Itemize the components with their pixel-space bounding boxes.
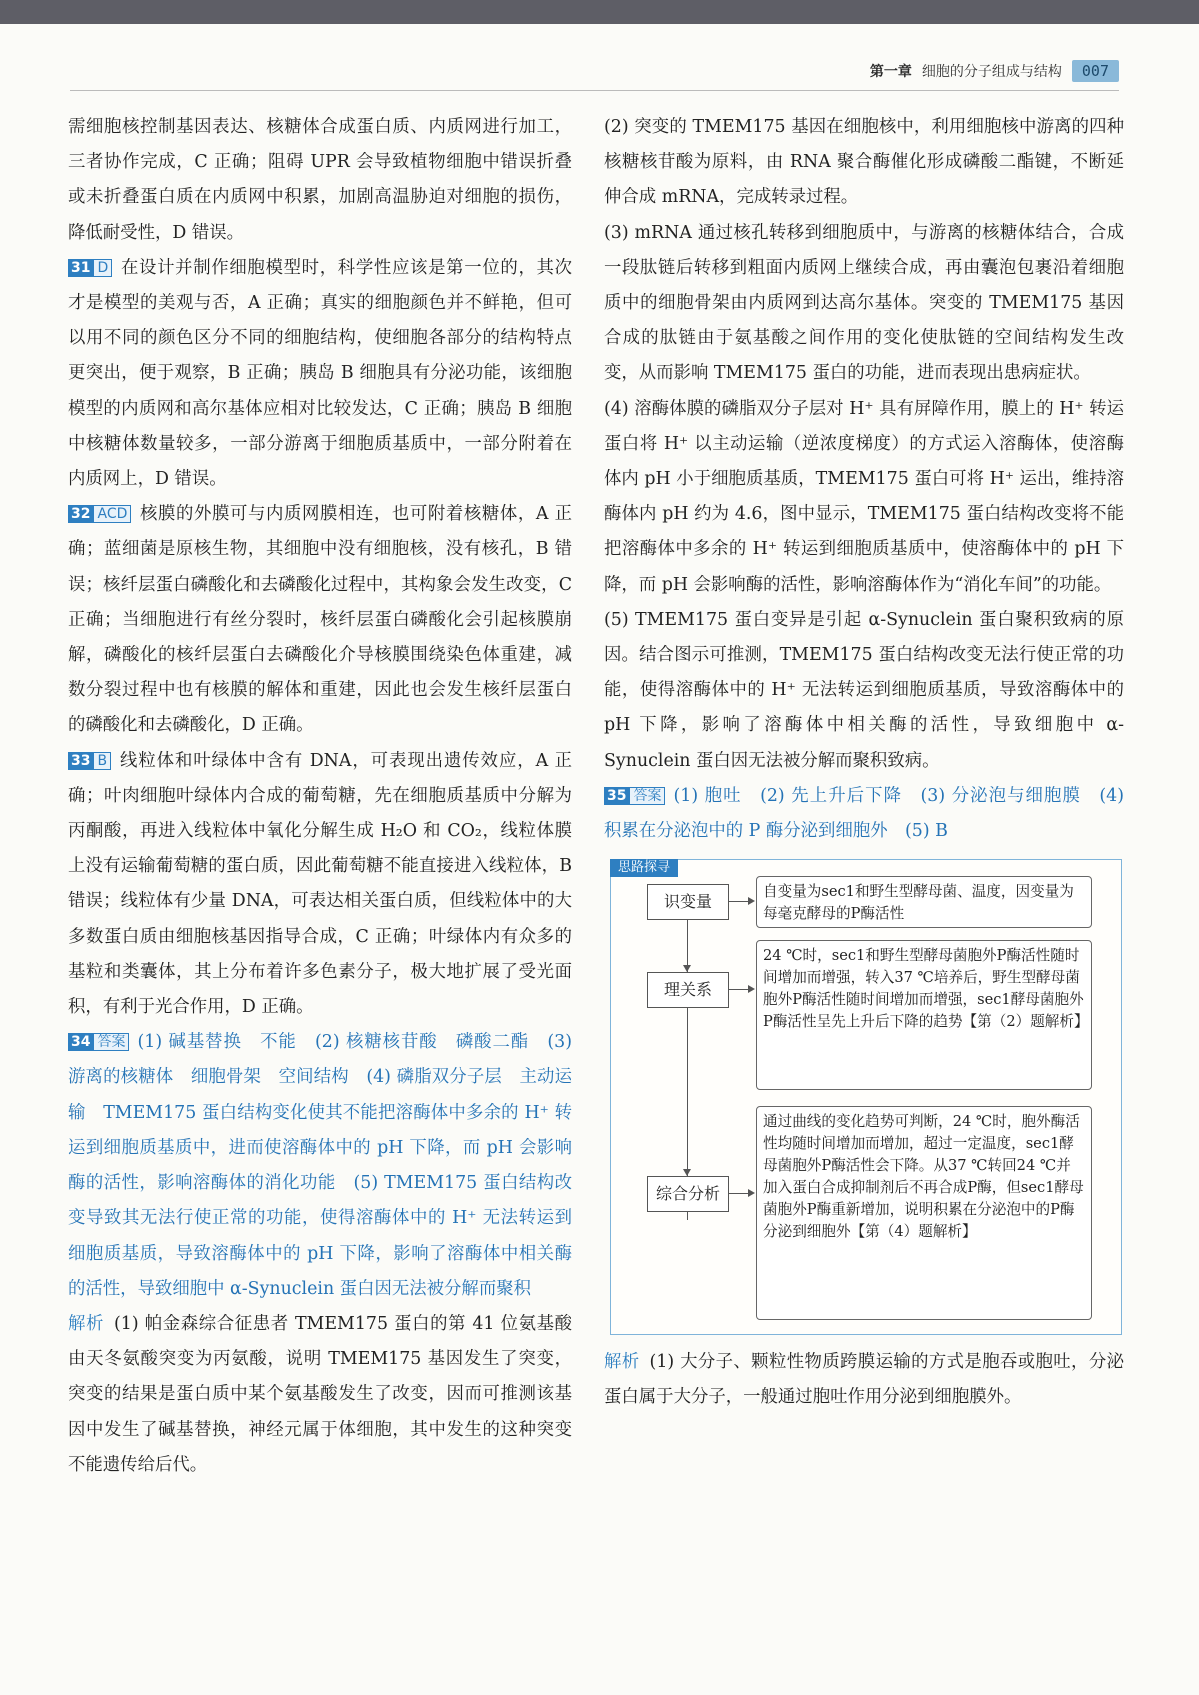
thinking-diagram — [610, 859, 1122, 1335]
analysis-label: 解析 — [604, 1352, 640, 1373]
header-divider — [70, 90, 1119, 91]
arrow-right-icon — [748, 897, 755, 905]
arrow-right-icon — [748, 985, 755, 993]
connector-line — [728, 901, 749, 902]
node-comprehensive-analysis: 综合分析 — [647, 1176, 729, 1212]
question-35 — [604, 779, 1124, 849]
question-tag: 31 D — [68, 259, 112, 277]
top-bar — [0, 0, 1199, 24]
diagram-title: 思路探寻 — [610, 859, 678, 877]
analysis-34: 解析 (1) 帕金森综合征患者 TMEM175 蛋白的第 41 位氨基酸由天冬氨酸突变为丙氨酸，说明 TMEM175 基因发生了突变，突变的结果是蛋白质中某个氨基酸发生了改变，因而可推测该基因中发生了碱基替换，神经元属于体细胞，其中发生的这种突变不能遗传给后代。 — [68, 1313, 572, 1475]
question-32: 32 ACD 核膜的外膜可与内质网膜相连，也可附着核糖体，A 正确；蓝细菌是原核生物，其细胞中没有细胞核，没有核孔，B 错误；核纤层蛋白磷酸化和去磷酸化过程中，其构象会发生改变，C 正确；当细胞进行有丝分裂时，核纤层蛋白磷酸化会引起核膜崩解，磷酸化的核纤层蛋白去磷酸化介导核膜围绕染色体重建，减数分裂过程中也有核膜的解体和重建，因此也会发生核纤层蛋白的磷酸化和去磷酸化，D 正确。 — [68, 504, 572, 736]
answer-text: (1) 胞吐 (2) 先上升后下降 (3) 分泌泡与细胞膜 (4) 积累在分泌泡中的 P 酶分泌到细胞外 (5) B — [604, 785, 1124, 842]
arrow-right-icon — [748, 1189, 755, 1197]
paragraph: 需细胞核控制基因表达、核糖体合成蛋白质、内质网进行加工，三者协作完成，C 正确；阻碍 UPR 会导致植物细胞中错误折叠或未折叠蛋白质在内质网中积累，加剧高温胁迫对细胞的损伤，降低耐受性，D 错误。 — [68, 117, 572, 243]
connector-line — [728, 1193, 749, 1194]
paragraph-3: (3) mRNA 通过核孔转移到细胞质中，与游离的核糖体结合，合成一段肽链后转移到粗面内质网上继续合成，再由囊泡包裹沿着细胞质中的细胞骨架由内质网到达高尔基体。突变的 TMEM175 基因合成的肽链由于氨基酸之间作用的变化使肽链的空间结构发生改变，从而影响 TMEM175 蛋白的功能，进而表现出患病症状。 — [604, 222, 1124, 384]
connector-line — [728, 989, 749, 990]
answer-text: (1) 碱基替换 不能 (2) 核糖核苷酸 磷酸二酯 (3) 游离的核糖体 细胞骨架 空间结构 (4) 磷脂双分子层 主动运输 TMEM175 蛋白结构变化使其不能把溶酶体中多余的 H⁺ 转运到细胞质基质中，进而使溶酶体中的 pH 下降，而 pH 会影响酶的活性，影响溶酶体的消化功能 (5) TMEM175 蛋白结构改变导致其无法行使正常的功能，使得溶酶体中的 H⁺ 无法转运到细胞质基质，导致溶酶体中的 pH 下降，影响了溶酶体中相关酶的活性，导致细胞中 α-Synuclein 蛋白因无法被分解而聚积 — [68, 1032, 572, 1299]
question-tag: 35 答案 — [604, 787, 665, 805]
question-tag: 33 B — [68, 752, 111, 770]
arrow-down-icon — [683, 1169, 691, 1176]
question-31: 31 D 在设计并制作细胞模型时，科学性应该是第一位的，其次才是模型的美观与否，A 正确；真实的细胞颜色并不鲜艳，但可以用不同的颜色区分不同的细胞结构，使细胞各部分的结构特点更突出，便于观察，B 正确；胰岛 B 细胞具有分泌功能，该细胞模型的内质网和高尔基体应相对比较发达，C 正确；胰岛 B 细胞中核糖体数量较多，一部分游离于细胞质基质中，一部分附着在内质网上，D 错误。 — [68, 257, 572, 490]
arrow-down-icon — [683, 965, 691, 972]
question-tag: 34 答案 — [68, 1033, 129, 1051]
box-relationship: 24 ℃时，sec1和野生型酵母菌胞外P酶活性随时间增加而增强，转入37 ℃培养后，野生型酵母菌胞外P酶活性随时间增加而增强，sec1酵母菌胞外P酶活性呈先上升后下降的趋势【第（2）题解析】 — [756, 940, 1092, 1090]
right-column — [604, 110, 1124, 1416]
node-relationship: 理关系 — [647, 972, 729, 1008]
paragraph-5: (5) TMEM175 蛋白变异是引起 α-Synuclein 蛋白聚积致病的原因。结合图示可推测，TMEM175 蛋白结构改变无法行使正常的功能，使得溶酶体中的 H⁺ 无法转运到细胞质基质，导致溶酶体中的 pH 下降，影响了溶酶体中相关酶的活性，导致细胞中 α-Synuclein 蛋白因无法被分解而聚积致病。 — [604, 609, 1124, 771]
question-33: 33 B 线粒体和叶绿体中含有 DNA，可表现出遗传效应，A 正确；叶肉细胞叶绿体内合成的葡萄糖，先在细胞质基质中分解为丙酮酸，再进入线粒体中氧化分解生成 H₂O 和 CO₂，线粒体膜上没有运输葡萄糖的蛋白质，因此葡萄糖不能直接进入线粒体，B 错误；线粒体有少量 DNA，可表达相关蛋白质，但线粒体中的大多数蛋白质由细胞核基因指导合成，C 正确；叶绿体内有众多的基粒和类囊体，其上分布着许多色素分子，极大地扩展了受光面积，有利于光合作用，D 正确。 — [68, 750, 572, 1018]
paragraph-2: (2) 突变的 TMEM175 基因在细胞核中，利用细胞核中游离的四种核糖核苷酸为原料，由 RNA 聚合酶催化形成磷酸二酯键，不断延伸合成 mRNA，完成转录过程。 — [604, 117, 1124, 208]
question-34 — [68, 1025, 572, 1307]
left-column — [68, 110, 572, 1483]
question-tag: 32 ACD — [68, 505, 131, 523]
box-analysis: 通过曲线的变化趋势可判断，24 ℃时，胞外酶活性均随时间增加而增加，超过一定温度，sec1酵母菌胞外P酶活性会下降。从37 ℃转回24 ℃并加入蛋白合成抑制剂后不再合成P酶，但sec1酵母菌胞外P酶重新增加，说明积累在分泌泡中的P酶分泌到细胞外【第（4）题解析】 — [756, 1106, 1092, 1320]
analysis-label: 解析 — [68, 1313, 105, 1334]
box-variables: 自变量为sec1和野生型酵母菌、温度，因变量为每毫克酵母的P酶活性 — [756, 876, 1092, 928]
page-header — [870, 58, 1119, 84]
chapter-title: 第一章 细胞的分子组成与结构 — [869, 64, 1062, 80]
node-identify-variables: 识变量 — [647, 884, 729, 920]
analysis-35: 解析 (1) 大分子、颗粒性物质跨膜运输的方式是胞吞或胞吐，分泌蛋白属于大分子，一般通过胞吐作用分泌到细胞膜外。 — [604, 1352, 1124, 1408]
paragraph-4: (4) 溶酶体膜的磷脂双分子层对 H⁺ 具有屏障作用，膜上的 H⁺ 转运蛋白将 H⁺ 以主动运输（逆浓度梯度）的方式运入溶酶体，使溶酶体内 pH 小于细胞质基质，TMEM175 蛋白可将 H⁺ 运出，维持溶酶体内 pH 约为 4.6，图中显示，TMEM175 蛋白结构改变将不能把溶酶体中多余的 H⁺ 转运到细胞质基质中，使溶酶体中的 pH 下降，而 pH 会影响酶的活性，影响溶酶体作为“消化车间”的功能。 — [604, 398, 1124, 595]
page-number: 007 — [1072, 60, 1119, 82]
